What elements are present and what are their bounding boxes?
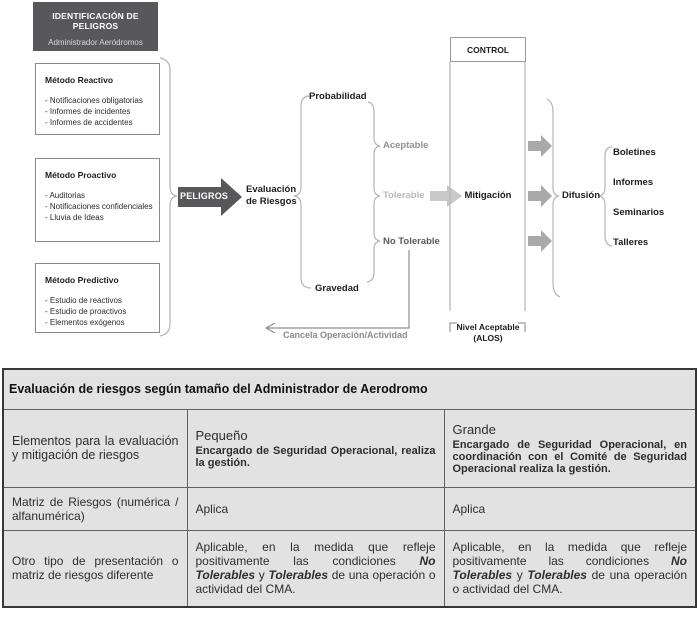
metodo-reactivo-list xyxy=(45,95,153,128)
control-label: CONTROL xyxy=(466,44,510,55)
cancela-operacion-label: Cancela Operación/Actividad xyxy=(283,330,408,340)
evaluacion-line2: de Riesgos xyxy=(246,196,297,207)
header-pequeno-title: Pequeño xyxy=(195,427,248,443)
list-item: - Estudio de proactivos xyxy=(45,307,127,316)
no-tolerables-emphasis: No Tolerables xyxy=(452,554,688,583)
text-part: y xyxy=(512,568,528,583)
header-pequeno-desc: Encargado de Seguridad Operacional, realiza la gestión. xyxy=(195,444,436,469)
methods-brace xyxy=(160,58,177,336)
difusion-label: Difusión xyxy=(562,190,600,201)
control-box xyxy=(450,37,526,62)
evaluacion-line1: Evaluación xyxy=(246,184,297,195)
table-row-matriz xyxy=(3,487,696,530)
header-elementos: Elementos para la evaluación y mitigación de riesgos xyxy=(3,409,187,487)
list-item: - Notificaciones confidenciales xyxy=(45,202,153,211)
metodo-proactivo-list xyxy=(45,190,153,223)
metodo-proactivo-title: Método Proactivo xyxy=(45,170,117,180)
table-title-row xyxy=(3,369,696,409)
table-header-row xyxy=(3,409,696,487)
header-grande-desc: Encargado de Seguridad Operacional, en coordinación con el Comité de Seguridad Operacional realiza la gestión. xyxy=(452,438,688,475)
levels-connector xyxy=(367,102,380,282)
gravedad-label: Gravedad xyxy=(315,283,359,294)
no-tolerable-label: No Tolerable xyxy=(383,236,440,247)
header-grande xyxy=(444,409,696,487)
peligros-label: PELIGROS xyxy=(180,191,229,201)
tolerables-emphasis: Tolerables xyxy=(268,568,329,583)
identificacion-peligros-box xyxy=(33,2,158,51)
text-part: y xyxy=(255,568,269,583)
row-matriz-grande: Aplica xyxy=(444,487,696,530)
difusion-items-brace xyxy=(599,147,612,246)
no-tolerables-emphasis: No Tolerables xyxy=(195,554,436,583)
identificacion-title: IDENTIFICACIÓN DE PELIGROS xyxy=(52,11,139,31)
evaluacion-riesgos-label xyxy=(246,184,297,208)
text-part: Aplicable, en la medida que refleje positivamente las condiciones xyxy=(195,540,436,569)
row-otro-grande xyxy=(444,530,696,607)
metodo-predictivo-title: Método Predictivo xyxy=(45,275,119,285)
list-item: - Estudio de reactivos xyxy=(45,296,122,305)
text-part: de una operación o actividad del CMA. xyxy=(452,568,688,597)
metodo-reactivo-title: Método Reactivo xyxy=(45,75,114,85)
tolerables-emphasis: Tolerables xyxy=(527,568,587,583)
header-pequeno xyxy=(187,409,444,487)
risk-evaluation-table xyxy=(2,368,697,608)
list-item: - Notificaciones obligatorias xyxy=(45,96,143,105)
metodo-predictivo-list xyxy=(45,295,153,328)
control-output-arrow-3 xyxy=(528,230,552,252)
table-row-otro-tipo xyxy=(3,530,696,607)
list-item: - Elementos exógenos xyxy=(45,318,125,327)
row-matriz-pequeno: Aplica xyxy=(187,487,444,530)
difusion-item-informes: Informes xyxy=(613,177,654,188)
row-otro-pequeno xyxy=(187,530,444,607)
metodo-predictivo-box xyxy=(35,263,160,333)
row-otro-label: Otro tipo de presentación o matriz de riesgos diferente xyxy=(3,530,187,607)
aceptable-label: Aceptable xyxy=(383,140,429,151)
nivel-line1: Nivel Aceptable xyxy=(456,322,520,332)
text-part: Aplicable, en la medida que refleje positivamente las condiciones xyxy=(452,540,688,569)
nivel-line2: (ALOS) xyxy=(473,333,503,343)
table-title: Evaluación de riesgos según tamaño del Administrador de Aerodromo xyxy=(3,369,696,409)
probabilidad-label: Probabilidad xyxy=(309,91,367,102)
mitigacion-label: Mitigación xyxy=(464,190,512,201)
control-output-arrow-1 xyxy=(528,135,552,157)
row-matriz-label: Matriz de Riesgos (numérica / alfanumérica) xyxy=(3,487,187,530)
identificacion-subtitle: Administrador Aeródromos xyxy=(48,38,143,47)
header-grande-title: Grande xyxy=(452,421,496,437)
text-part: de una operación o actividad del CMA. xyxy=(195,568,436,597)
difusion-item-talleres: Talleres xyxy=(613,237,649,248)
tolerable-label: Tolerable xyxy=(383,190,425,201)
list-item: - Informes de incidentes xyxy=(45,107,131,116)
difusion-item-boletines: Boletines xyxy=(613,147,656,158)
nivel-aceptable-label xyxy=(445,322,531,344)
control-output-arrow-2 xyxy=(528,185,552,207)
list-item: - Informes de accidentes xyxy=(45,118,133,127)
metodo-reactivo-box xyxy=(35,63,160,135)
metodo-proactivo-box xyxy=(35,158,160,242)
list-item: - Auditorias xyxy=(45,191,86,200)
difusion-item-seminarios: Seminarios xyxy=(613,207,665,218)
list-item: - Lluvia de Ideas xyxy=(45,213,104,222)
